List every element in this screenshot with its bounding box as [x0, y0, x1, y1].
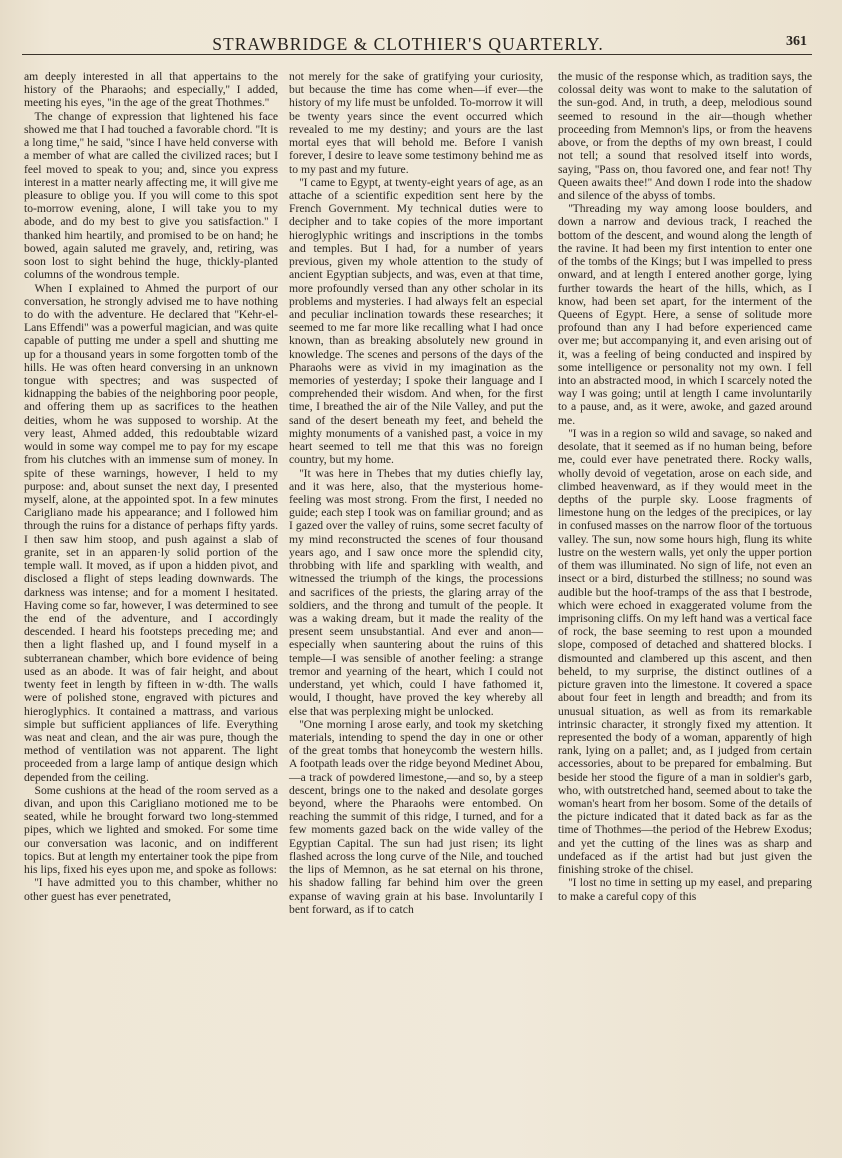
- paragraph: ''I was in a region so wild and savage, so naked and desolate, that it seemed as if no human being, before me, could ever have penetrated there. Rocky walls, wholly devoid of vegetation, arose on each side, and climbed heavenward, as if they would meet in the depths of the purple sky. Loose fragments of limestone hung on the ledges of the precipices, or lay in confused masses on the narrow floor of the tortuous valley. The sun, now some hours high, flung its white lustre on the western walls, yet only the upper portion of them was illuminated. No sign of life, not even an insect or a bird, disturbed the stillness; no sound was audible but the hoof-tramps of the ass that I bestrode, which were echoed in exaggerated volume from the imprisoning cliffs. On my left hand was a vertical face of rock, the base seeming to rest upon a mounded slope, composed of detached and shattered blocks. I dismounted and clambered up this ascent, and then beheld, to my surprise, the distinct outlines of a picture graven into the limestone. It covered a space about four feet in length and breadth; and from its unusual situation, as well as from its remarkable intrinsic character, it strongly fixed my attention. It represented the body of a woman, apparently of high rank, lying on a pallet; and, as I judged from certain accessories, about to be prepared for embalming. But beside her stood the figure of a man in soldier's garb, who, with outstretched hand, seemed about to take the woman's heart from her bosom. Some of the details of the picture indicated that it dated back as far as the time of Thothmes—the period of the Hebrew Exodus; and yet the cutting of the lines was as sharp and undefaced as if the artist had but just given the finishing stroke of the chisel.: [558, 426, 812, 877]
- paragraph: ''I have admitted you to this chamber, whither no other guest has ever penetrated,: [24, 876, 278, 903]
- text-column-1: [24, 70, 278, 1130]
- text-column-2: [289, 70, 543, 1130]
- paragraph: ''I came to Egypt, at twenty-eight years of age, as an attache of a scientific expedition sent here by the French Government. My technical duties were to decipher and to take copies of the more important hieroglyphic writings and inscriptions in the tombs and temples. But I had, for a number of years previous, given my whole attention to the study of ancient Egyptian subjects, and was, even at that time, more profoundly versed than any other scholar in its problems and mysteries. I had always felt an especial and peculiar inclination towards these researches; it seemed to me far more like recalling what I had once known, than as breaking absolutely new ground in knowledge. The scenes and persons of the days of the Pharaohs were as vivid in my imagination as the memories of yesterday; I spoke their language and I comprehended their wisdom. And when, for the first time, I breathed the air of the Nile Valley, and put the sand of the desert beneath my feet, and beheld the mighty monuments of a vanished past, a voice in my heart seemed to tell me that this was no foreign country, but my home.: [289, 175, 543, 467]
- text-column-3: [558, 70, 812, 1130]
- page-header: [0, 30, 842, 56]
- header-rule: [22, 54, 812, 55]
- paragraph: ''Threading my way among loose boulders, and down a narrow and devious track, I reached the bottom of the descent, and wound along the length of the ravine. It had been my first intention to enter one of the tombs of the Kings; but I was impelled to press onward, and at length I entered another gorge, lying further towards the heart of the hills, which, as I know, had been set apart, for the interment of the Queens of Egypt. Here, a sense of solitude more profound than any I had before experienced came over me; but accompanying it, and even arising out of it, was a feeling of being conducted and inspired by some intelligence or personality not my own. I fell into an abstracted mood, in which I scarcely noted the way I was going; until at length I came involuntarily to a pause, and, as it were, awoke, and gazed around me.: [558, 202, 812, 427]
- paragraph: Some cushions at the head of the room served as a divan, and upon this Carigliano motioned me to be seated, while he brought forward two long-stemmed pipes, which we lighted and smoked. For some time our conversation was laconic, and on indifferent topics. But at length my entertainer took the pipe from his lips, fixed his eyes upon me, and spoke as follows:: [24, 783, 278, 877]
- paragraph: the music of the response which, as tradition says, the colossal deity was wont to make to the salutation of the sun-god. And, in truth, a deep, melodious sound seemed to resound in the air—though whether proceeding from Memnon's lips, or from the heavens above, or from the depths of my own breast, I could not tell; a sound that resolved itself into words, saying, ''Pass on, thou favored one, and fear not! Thy Queen awaits thee!'' And down I rode into the shadow and silence of the abyss of tombs.: [558, 70, 812, 202]
- running-title: STRAWBRIDGE & CLOTHIER'S QUARTERLY.: [212, 34, 604, 54]
- paragraph: ''It was here in Thebes that my duties chiefly lay, and it was here, also, that the mysterious home-feeling was most strong. From the first, I needed no guide; each step I took was on familiar ground; and as I gazed over the valley of ruins, some secret faculty of my mind reconstructed the scenes of four thousand years ago, and I saw once more the splendid city, throbbing with life and sparkling with wealth, and witnessed the triumph of the kings, the processions and sacrifices of the priests, the glaring array of the soldiers, and the throng and tumult of the people. It was a waking dream, but it made the reality of the present seem unsubstantial. And ever and anon—especially when sauntering about the ruins of this temple—I was sensible of another feeling: a strange tremor and yearning of the heart, which I could not understand, yet which, could I have fathomed it, would, I thought, have proved the key whereby all else that was perplexing might be unlocked.: [289, 466, 543, 718]
- paragraph: not merely for the sake of gratifying your curiosity, but because the time has come when—if ever—the history of my life must be unfolded. To-morrow it will be twenty years since the event occurred which revealed to me my destiny; and yours are the last mortal eyes that will behold me. Before I vanish forever, I desire to leave some testimony behind me as to my past and my future.: [289, 70, 543, 176]
- paragraph: ''I lost no time in setting up my easel, and preparing to make a careful copy of this: [558, 876, 812, 903]
- paragraph: When I explained to Ahmed the purport of our conversation, he strongly advised me to have nothing to do with the adventure. He declared that ''Kehr-el-Lans Effendi'' was a powerful magician, and was quite capable of putting me under a spell and shutting me up for a thousand years in some forgotten tomb of the hills. He was often heard conversing in an unknown tongue with spectres; and was suspected of kidnapping the babies of the neighboring poor people, and offering them up as sacrifices to the heathen deities, whom he was supposed to worship. At the very least, Ahmed added, this redoubtable wizard would in some way compel me to pay for my escape from his clutches with an immense sum of money. In spite of these warnings, however, I held to my purpose: and, about sunset the next day, I presented myself, alone, at the appointed spot. In a few minutes Carigliano made his appearance; and I followed him through the ruins for a distance of perhaps fifty yards. I then saw him stoop, and push against a slab of granite, set in an apparen·ly solid portion of the temple wall. It moved, as if upon a hidden pivot, and disclosed a flight of steps leading downwards. The darkness was intense; and for a moment I hesitated. Having come so far, however, I was determined to see the end of the adventure, and I accordingly descended. I heard his footsteps preceding me; and then a light flashed up, and I found myself in a subterranean chamber, which bore evidence of being used as an abode. It was of fair height, and about twenty feet in length by fifteen in w·dth. The walls were of polished stone, engraved with pictures and hieroglyphics. It contained a mattrass, and various simple but sufficient appliances of life. Everything was neat and clean, and the air was pure, though the method of ventilation was not apparent. The light proceeded from a large lamp of antique design which depended from the ceiling.: [24, 281, 278, 784]
- paragraph: The change of expression that lightened his face showed me that I had touched a favorable chord. ''It is a long time,'' he said, ''since I have held converse with a member of what are called the civilized races; but I feel moved to speak to you; and, since you express interest in a matter nearly affecting me, it will give me pleasure to oblige you. If you will come to this spot to-morrow evening, alone, I will take you to my abode, and do my best to give you satisfaction.'' I thanked him heartily, and promised to be on hand; he bowed, again saluted me gravely, and, retiring, was soon lost to sight behind the huge, thickly-planted columns of the wondrous temple.: [24, 109, 278, 282]
- paragraph: ''One morning I arose early, and took my sketching materials, intending to spend the day in one or other of the great tombs that honeycomb the western hills. A footpath leads over the ridge beyond Medinet Abou,—a track of powdered limestone,—and so, by a steep descent, brings one to the naked and desolate gorges beyond, where the Pharaohs were entombed. On reaching the summit of this ridge, I turned, and for a few moments gazed back on the wide valley of the Egyptian Capital. The sun had just risen; its light flashed across the long curve of the Nile, and touched the lips of Memnon, as he sat eternal on his throne, his shadow falling far behind him over the green expanse of waving grain at his base. Involuntarily I bent forward, as if to catch: [289, 717, 543, 916]
- paragraph: am deeply interested in all that appertains to the history of the Pharaohs; and especially,'' I added, meeting his eyes, ''in the age of the great Thothmes.'': [24, 70, 278, 110]
- page-number: 361: [786, 34, 807, 49]
